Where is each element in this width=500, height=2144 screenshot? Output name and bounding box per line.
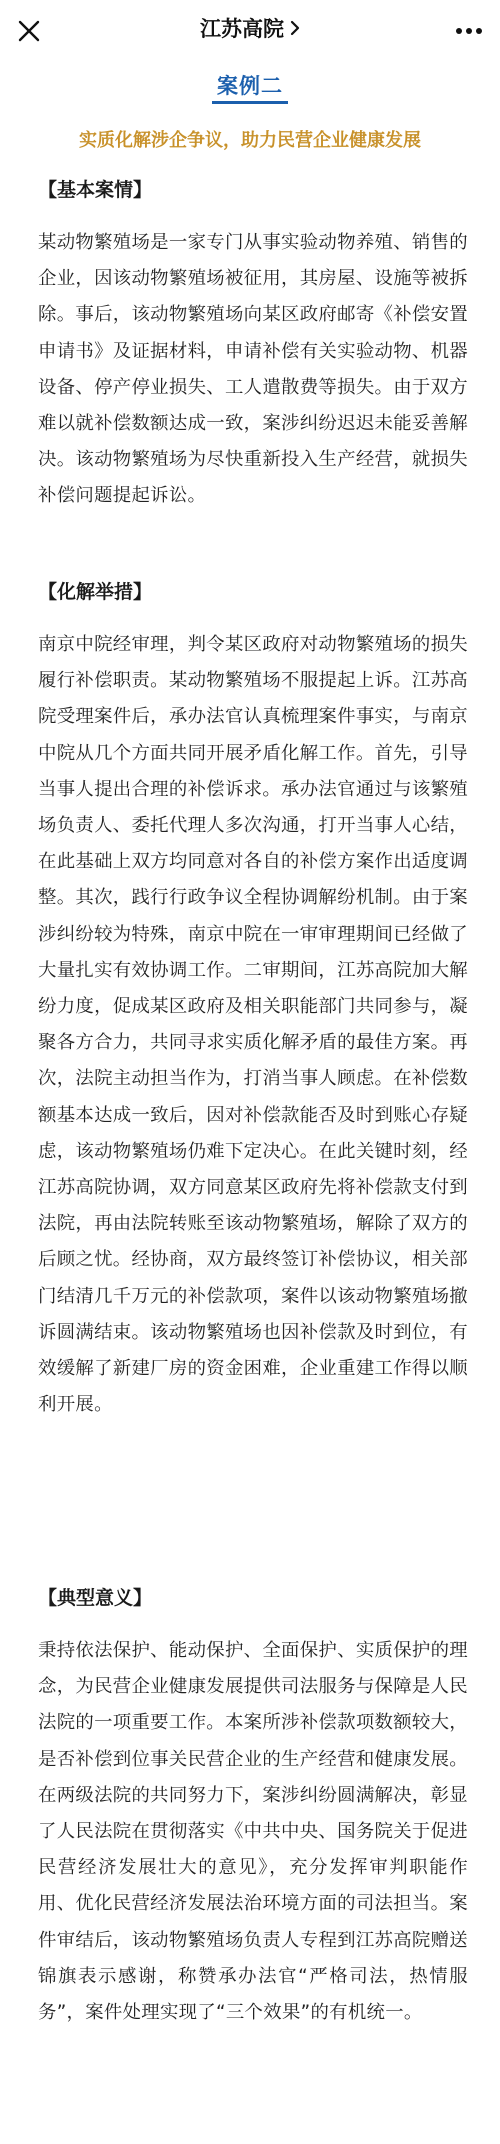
section-paragraph: 秉持依法保护、能动保护、全面保护、实质保护的理念，为民营企业健康发展提供司法服务与保障是人民法院的一项重要工作。本案所涉补偿款项数额较大，是否补偿到位事关民营企业的生产经营和健康发展。在两级法院的共同努力下，案涉纠纷圆满解决，彰显了人民法院在贯彻落实《中共中央、国务院关于促进民营经济发展壮大的意见》，充分发挥审判职能作用、优化民营经济发展法治环境方面的司法担当。案件审结后，该动物繁殖场负责人专程到江苏高院赠送锦旗表示感谢，称赞承办法官“严格司法，热情服务”，案件处理实现了“三个效果”的有机统一。 — [38, 1640, 468, 2024]
section-heading: 【化解举措】 — [38, 581, 153, 603]
more-button[interactable] — [452, 16, 486, 46]
account-title-link[interactable] — [0, 14, 500, 44]
section-heading: 【典型意义】 — [38, 1587, 153, 1609]
case-title-underline — [212, 101, 288, 104]
section-basic-facts — [38, 175, 468, 515]
section-heading: 【基本案情】 — [38, 179, 153, 201]
case-title: 案例二 — [217, 74, 283, 98]
section-significance — [38, 1583, 468, 2031]
section-resolution-measures — [38, 577, 468, 1423]
article-subtitle: 实质化解涉企争议，助力民营企业健康发展 — [79, 130, 421, 151]
section-paragraph: 南京中院经审理，判令某区政府对动物繁殖场的损失履行补偿职责。某动物繁殖场不服提起上诉。江苏高院受理案件后，承办法官认真梳理案件事实，与南京中院从几个方面共同开展矛盾化解工作。首先，引导当事人提出合理的补偿诉求。承办法官通过与该繁殖场负责人、委托代理人多次沟通，打开当事人心结，在此基础上双方均同意对各自的补偿方案作出适度调整。其次，践行行政争议全程协调解纷机制。由于案涉纠纷较为特殊，南京中院在一审审理期间已经做了大量扎实有效协调工作。二审期间，江苏高院加大解纷力度，促成某区政府及相关职能部门共同参与，凝聚各方合力，共同寻求实质化解矛盾的最佳方案。再次，法院主动担当作为，打消当事人顾虑。在补偿数额基本达成一致后，因对补偿款能否及时到账心存疑虑，该动物繁殖场仍难下定决心。在此关键时刻，经江苏高院协调，双方同意某区政府先将补偿款支付到法院，再由法院转账至该动物繁殖场，解除了双方的后顾之忧。经协商，双方最终签订补偿协议，相关部门结清几千万元的补偿款项，案件以该动物繁殖场撤诉圆满结束。该动物繁殖场也因补偿款及时到位，有效缓解了新建厂房的资金困难，企业重建工作得以顺利开展。 — [38, 634, 468, 1416]
top-navigation-bar — [0, 0, 500, 62]
chevron-right-icon — [290, 20, 300, 36]
more-dots-icon — [452, 16, 486, 46]
section-paragraph: 某动物繁殖场是一家专门从事实验动物养殖、销售的企业，因该动物繁殖场被征用，其房屋、设施等被拆除。事后，该动物繁殖场向某区政府邮寄《补偿安置申请书》及证据材料，申请补偿有关实验动物、机器设备、停产停业损失、工人遣散费等损失。由于双方难以就补偿数额达成一致，案涉纠纷迟迟未能妥善解决。该动物繁殖场为尽快重新投入生产经营，就损失补偿问题提起诉讼。 — [38, 232, 468, 507]
nav-title-text: 江苏高院 — [200, 17, 284, 41]
